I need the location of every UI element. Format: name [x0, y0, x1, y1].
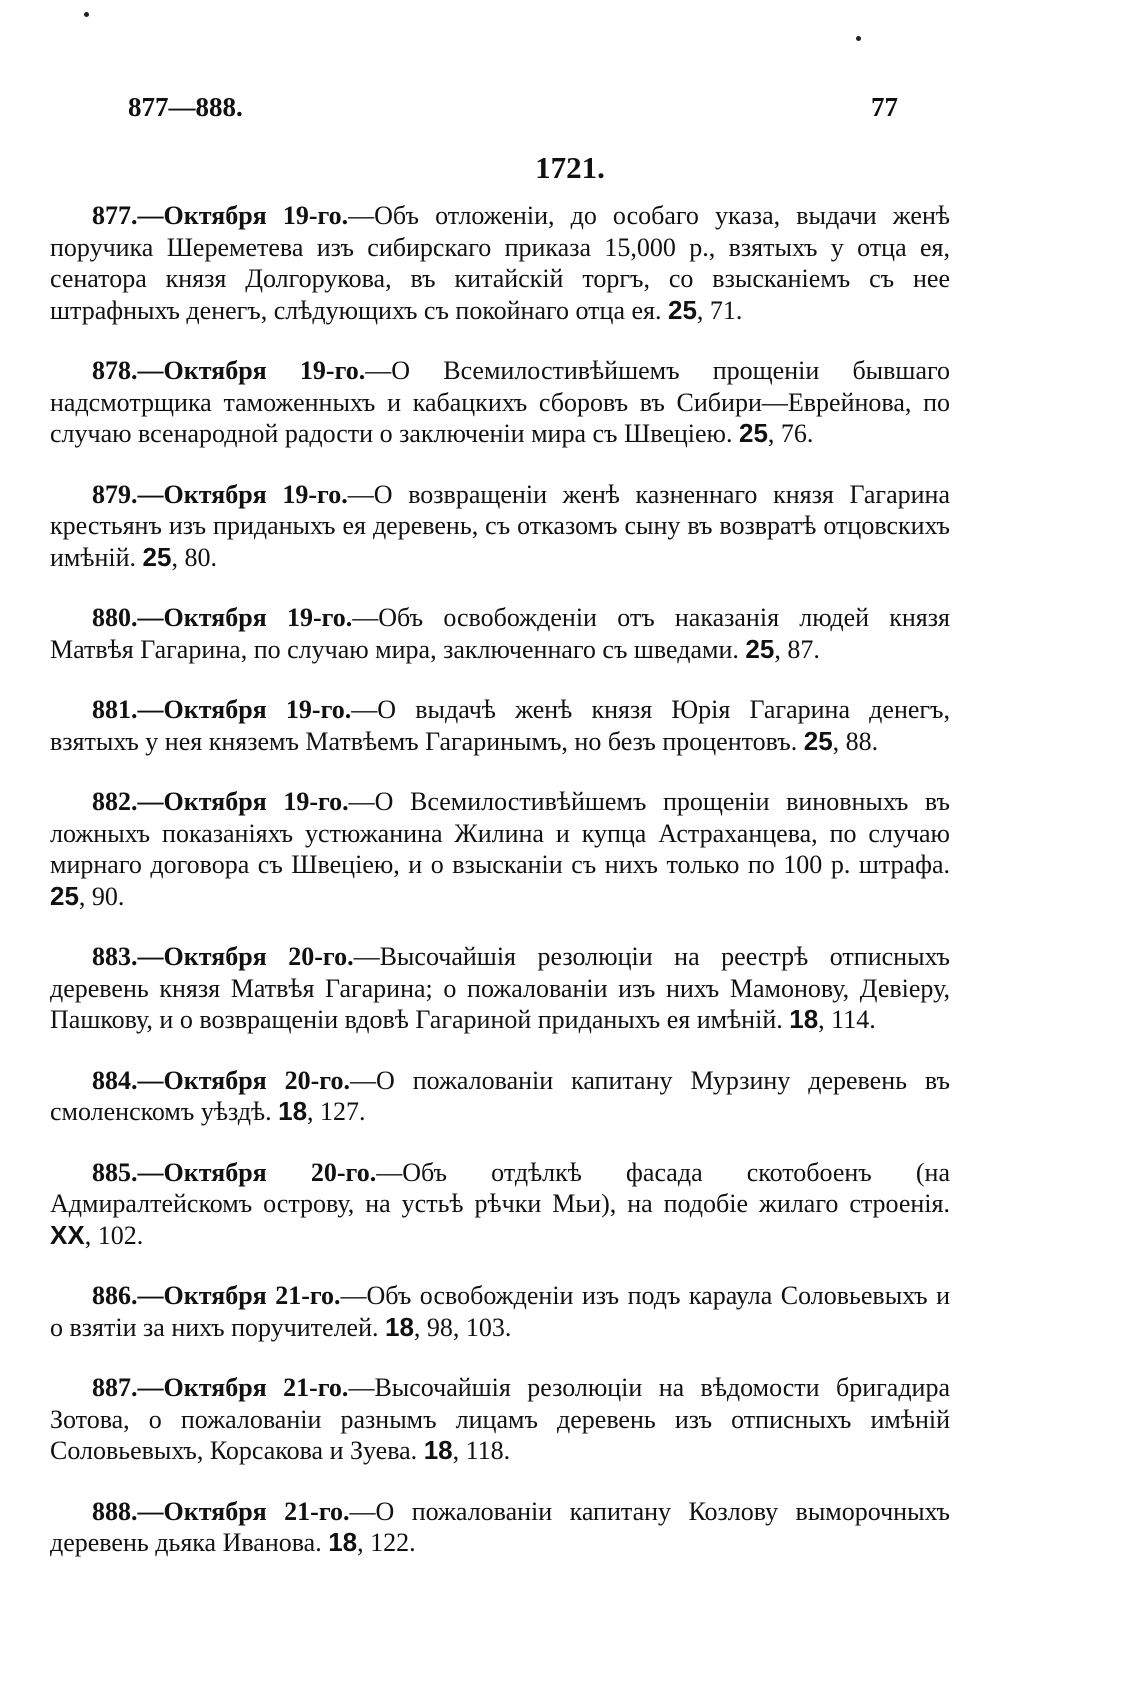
volume-ref: 25: [50, 880, 79, 911]
entry-text: —Объ отложеніи, до особаго указа, выдачи женѣ поручика Шереметева изъ сибирскаго приказа 15,000 р., взятыхъ у отца ея, сенатора князя Долгорукова, въ китайскій торгъ, со взысканіемъ съ нее штрафныхъ денегъ, слѣдующихъ съ покойнаго отца ея.: [50, 201, 950, 325]
volume-ref: 18: [278, 1096, 308, 1126]
entry-882: [50, 786, 950, 912]
entry-date: —Октября 21-го.: [137, 1496, 350, 1526]
entry-text: —О пожалованіи капитану Мурзину деревень въ смоленскомъ уѣздѣ.: [50, 1065, 950, 1126]
speck-mark: [856, 36, 861, 41]
entry-date: —Октября 20-го.: [137, 1065, 350, 1095]
page-ref: , 87.: [774, 634, 820, 664]
header-range: 877—888.: [128, 92, 243, 122]
page-ref: , 114.: [818, 1005, 876, 1034]
entry-date: —Октября 20-го.: [137, 942, 354, 971]
volume-ref: 25: [803, 725, 833, 756]
entry-number: 878.: [92, 356, 138, 385]
page-ref: , 71.: [696, 295, 743, 325]
running-header: [128, 92, 898, 132]
entry-881: [50, 694, 950, 757]
speck-mark: [84, 12, 89, 17]
volume-ref: 18: [789, 1004, 819, 1034]
page-ref: , 98, 103.: [413, 1312, 512, 1342]
entry-number: 885.: [92, 1157, 138, 1187]
entry-number: 882.: [92, 787, 138, 816]
entry-date: —Октября 21-го.: [137, 1281, 341, 1310]
entry-text: —Объ освобожденіи отъ наказанія людей князя Матвѣя Гагарина, по случаю мира, заключеннаго съ шведами.: [50, 603, 950, 664]
volume-ref: 18: [423, 1435, 453, 1465]
volume-ref: 25: [142, 541, 172, 572]
entry-date: —Октября 20-го.: [137, 1157, 377, 1187]
entry-text: —О выдачѣ женѣ князя Юрія Гагарина денегъ, взятыхъ у нея княземъ Матвѣемъ Гагаринымъ, но безъ процентовъ.: [50, 695, 951, 756]
entry-877: [50, 200, 950, 326]
volume-ref: 18: [328, 1527, 358, 1557]
year-heading: 1721.: [535, 150, 605, 185]
entry-number: 877.: [92, 201, 138, 230]
entry-884: [50, 1065, 950, 1128]
entries-list: [50, 200, 950, 1588]
entry-date: —Октября 19-го.: [137, 787, 349, 816]
entry-885: [50, 1157, 950, 1252]
entry-880: [50, 602, 950, 665]
entry-text: —Высочайшія резолюціи на вѣдомости бригадира Зотова, о пожалованіи разнымъ лицамъ деревень изъ отписныхъ имѣній Соловьевыхъ, Корсакова и Зуева.: [50, 1373, 950, 1465]
entry-883: [50, 941, 950, 1036]
entry-number: 887.: [92, 1373, 138, 1402]
page-ref: , 88.: [832, 726, 879, 756]
entry-number: 879.: [92, 479, 138, 509]
entry-text: —Объ отдѣлкѣ фасада скотобоенъ (на Адмиралтейскомъ острову, на устьѣ рѣчки Мьи), на подобіе жилаго строенія.: [50, 1157, 951, 1218]
entry-number: 883.: [92, 942, 138, 971]
entry-886: [50, 1280, 950, 1343]
page-ref: , 118.: [452, 1436, 511, 1465]
entry-text: —О пожалованіи капитану Козлову выморочныхъ деревень дьяка Иванова.: [50, 1496, 951, 1557]
entry-number: 881.: [92, 695, 138, 724]
entry-text: —Объ освобожденіи изъ подъ караула Соловьевыхъ и о взятіи за нихъ поручителей.: [50, 1281, 951, 1342]
entry-date: —Октября 19-го.: [137, 603, 353, 632]
volume-ref: 25: [668, 294, 697, 325]
entry-date: —Октября 19-го.: [137, 356, 366, 385]
entry-date: —Октября 19-го.: [137, 479, 348, 509]
entry-878: [50, 355, 950, 450]
page-ref: , 127.: [307, 1097, 366, 1126]
entry-number: 886.: [92, 1281, 138, 1310]
page-ref: , 90.: [78, 881, 125, 911]
entry-number: 888.: [92, 1496, 138, 1526]
entry-number: 880.: [92, 603, 138, 632]
page-ref: , 76.: [767, 419, 814, 448]
entry-text: —О возвращеніи женѣ казненнаго князя Гагарина крестьянъ изъ приданыхъ ея деревень, съ отказомъ сыну въ возвратѣ отцовскихъ имѣній.: [50, 479, 951, 572]
entry-text: —О Всемилостивѣйшемъ прощеніи бывшаго надсмотрщика таможенныхъ и кабацкихъ сборовъ въ Сибири—Еврейнова, по случаю всенародной радости о заключеніи мира съ Швеціею.: [50, 356, 950, 448]
page-ref: , 102.: [84, 1220, 144, 1250]
volume-ref: 18: [385, 1311, 414, 1342]
entry-879: [50, 479, 950, 574]
volume-ref: 25: [738, 418, 768, 448]
volume-ref: 25: [745, 633, 775, 664]
entry-date: —Октября 21-го.: [137, 1373, 349, 1402]
entry-888: [50, 1496, 950, 1559]
entry-text: —О Всемилостивѣйшемъ прощеніи виновныхъ въ ложныхъ показаніяхъ устюжанина Жилина и купца Астраханцева, по случаю мирнаго договора съ Швеціею, и о взысканіи съ нихъ только по 100 р. штрафа.: [50, 787, 950, 879]
page-ref: , 122.: [357, 1528, 416, 1557]
entry-date: —Октября 19-го.: [137, 695, 352, 724]
entry-text: —Высочайшія резолюціи на реестрѣ отписныхъ деревень князя Матвѣя Гагарина; о пожалованіи изъ нихъ Мамонову, Девіеру, Пашкову, и о возвращеніи вдовѣ Гагариной приданыхъ ея имѣній.: [50, 942, 950, 1034]
entry-number: 884.: [92, 1065, 138, 1095]
entry-date: —Октября 19-го.: [137, 201, 349, 230]
entry-887: [50, 1372, 950, 1467]
volume-ref: XX: [50, 1219, 85, 1250]
page-number: 77: [871, 92, 898, 122]
page-ref: , 80.: [171, 542, 217, 572]
